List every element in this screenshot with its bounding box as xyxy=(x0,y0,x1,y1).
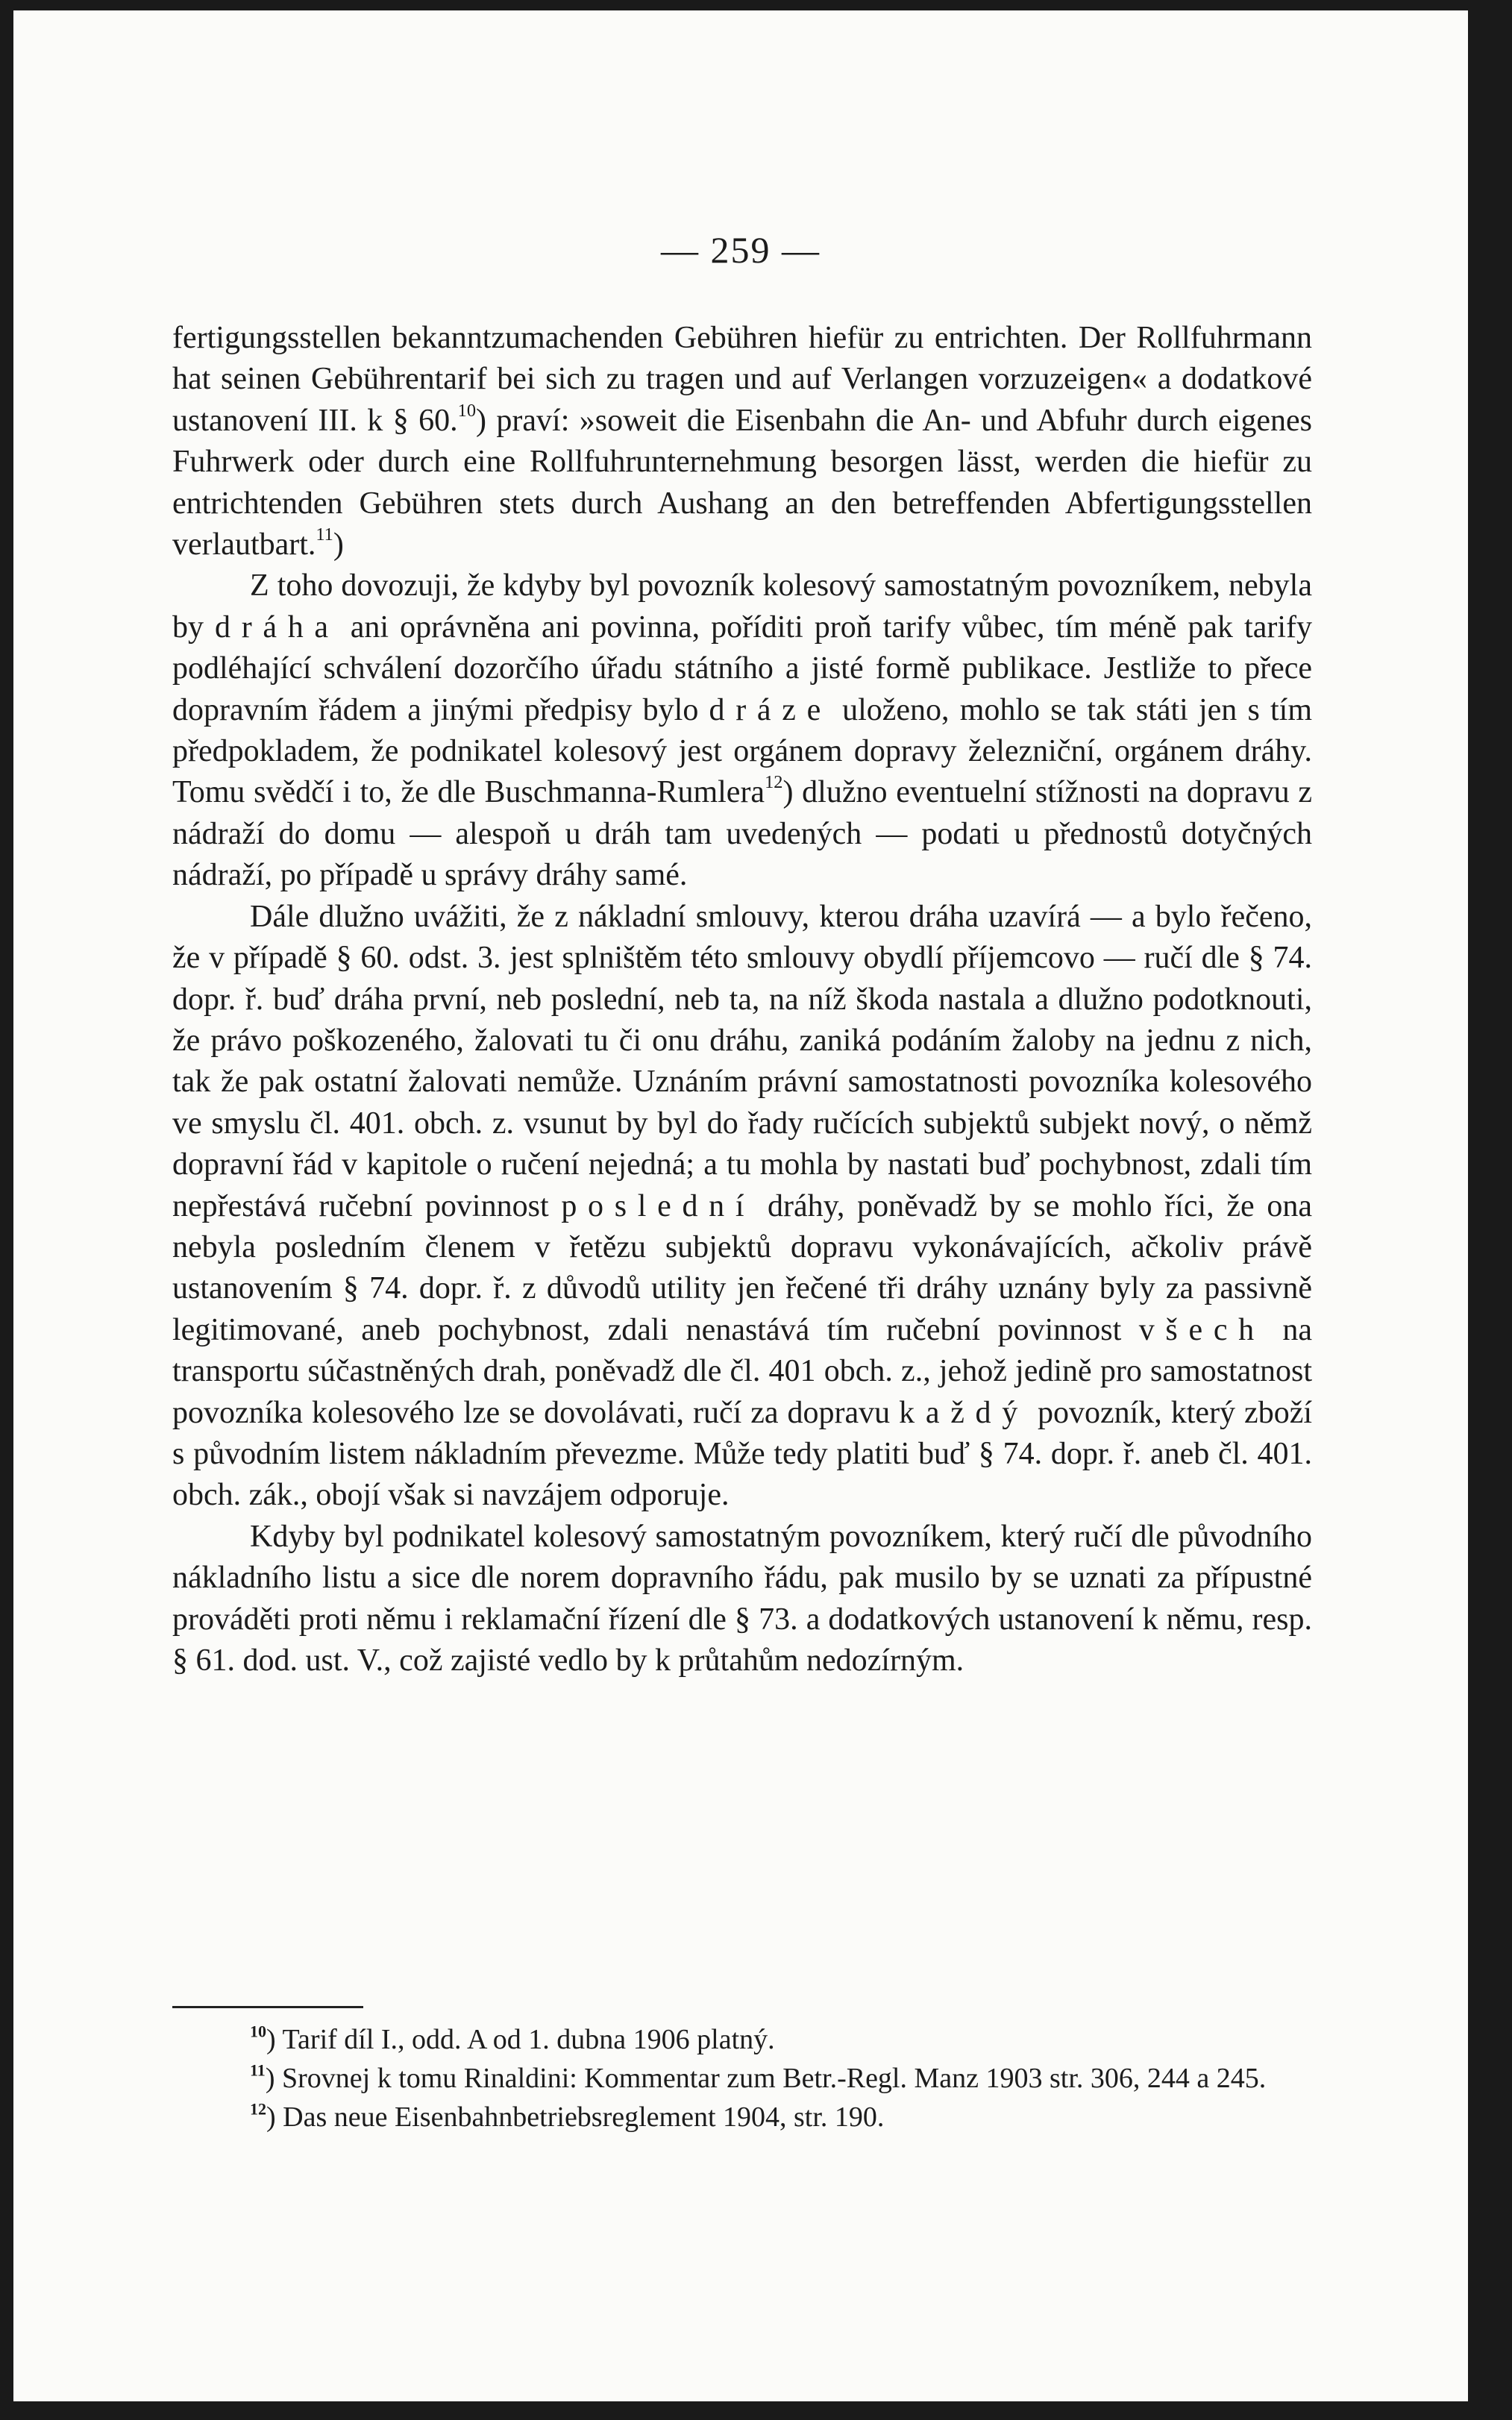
footnote-divider xyxy=(172,2006,363,2008)
emphasis-draze: dráze xyxy=(709,692,832,727)
text-run: Kdyby byl podnikatel kolesový samostatným povozníkem, který ručí dle původního nákladního listu a sice dle norem dopravního řádu, pak musilo by se uznati za přípustné prováděti proti němu i reklamační řízení dle § 73. a dodatkových ustanovení k němu, resp. § 61. dod. ust. V., což zajisté vedlo by k průtahům nedozírným. xyxy=(172,1519,1312,1678)
text-run: ) praví: »soweit die Eisenbahn die An- und Abfuhr durch eigenes Fuhrwerk oder durch eine Rollfuhrunternehmung besorgen lässt, werden die hiefür zu entrichtenden Gebühren stets durch Aushang an den betreffenden Abfertigungsstellen verlautbart. xyxy=(172,403,1312,562)
text-run: ) xyxy=(333,527,344,562)
text-run: uloženo, mohlo se tak státi jen s tím předpokladem, že podnikatel kolesový jest orgánem dopravy železniční, orgánem dráhy. Tomu svědčí i to, že dle Buschmanna-Rumlera xyxy=(172,692,1312,810)
text-run: Z toho dovozuji, že kdyby byl povozník kolesový samostatným povozníkem, nebyla by xyxy=(172,568,1312,645)
text-run: dráhy, poněvadž by se mohlo říci, že ona nebyla posledním členem v řetězu subjektů dopravu vykonávajících, ačkoliv právě ustanovením § 74. dopr. ř. z důvodů utility jen řečené tři dráhy uznány byly za passivně legitimované, aneb pochybnost, zdali nenastává tím ručební povinnost xyxy=(172,1188,1312,1347)
text-run: povozník, který zboží s původním listem nákladním převezme. Může tedy platiti buď § 74. dopr. ř. aneb čl. 401. obch. zák., obojí však si navzájem odporuje. xyxy=(172,1395,1312,1513)
book-page xyxy=(13,10,1468,2401)
emphasis-posledni: poslední xyxy=(561,1188,756,1223)
emphasis-draha: dráha xyxy=(215,609,339,645)
footnote-text: ) Das neue Eisenbahnbetriebsreglement 1904, str. 190. xyxy=(266,2101,885,2133)
footnote-text: ) Tarif díl I., odd. A od 1. dubna 1906 platný. xyxy=(266,2024,775,2055)
footnote-10 xyxy=(172,2020,1312,2059)
text-run: ) dlužno eventuelní stížnosti na dopravu z nádraží do domu — alespoň u dráh tam uvedených — podati u přednostů dotyčných nádraží, po případě u správy dráhy samé. xyxy=(172,775,1312,893)
text-run: na transportu súčastněných drah, poněvadž dle čl. 401 obch. z., jehož jedině pro samostatnost povozníka kolesového lze se dovolávati, ručí za dopravu xyxy=(172,1312,1312,1430)
footnote-text: ) Srovnej k tomu Rinaldini: Kommentar zum Betr.-Regl. Manz 1903 str. 306, 244 a 245. xyxy=(265,2063,1267,2094)
footnote-ref-10: 10 xyxy=(457,400,476,421)
emphasis-kazdy: každý xyxy=(899,1395,1029,1430)
footnote-mark: 12 xyxy=(250,2099,267,2119)
body-text xyxy=(172,318,1312,1681)
footnote-11 xyxy=(172,2059,1312,2098)
text-run: ani oprávněna ani povinna, poříditi proň tarify vůbec, tím méně pak tarify podléhající schválení dozorčího úřadu státního a jisté formě publikace. Jestliže to přece dopravním řádem a jinými předpisy bylo xyxy=(172,609,1313,727)
footnote-ref-11: 11 xyxy=(316,524,333,545)
page-number: — 259 — xyxy=(661,229,821,271)
paragraph-1 xyxy=(172,318,1312,565)
paragraph-2 xyxy=(172,565,1312,896)
footnote-mark: 11 xyxy=(250,2060,266,2080)
footnote-12 xyxy=(172,2098,1312,2137)
emphasis-vsech: všech xyxy=(1138,1312,1265,1347)
footnotes xyxy=(172,2020,1312,2137)
paragraph-4 xyxy=(172,1517,1312,1682)
footnote-ref-12: 12 xyxy=(765,772,783,793)
text-run: Dále dlužno uvážiti, že z nákladní smlouvy, kterou dráha uzavírá — a bylo řečeno, že v případě § 60. odst. 3. jest splništěm této smlouvy obydlí příjemcovo — ručí dle § 74. dopr. ř. buď dráha první, neb poslední, neb ta, na níž škoda nastala a dlužno podotknouti, že právo poškozeného, žalovati tu či onu dráhu, zaniká podáním žaloby na jednu z nich, tak že pak ostatní žalovati nemůže. Uznáním právní samostatnosti povozníka kolesového ve smyslu čl. 401. obch. z. vsunut by byl do řady ručících subjektů subjekt nový, o němž dopravní řád v kapitole o ručení nejedná; a tu mohla by nastati buď pochybnost, zdali tím nepřestává ručební povinnost xyxy=(172,899,1312,1223)
paragraph-3 xyxy=(172,897,1312,1517)
text-run: fertigungsstellen bekanntzumachenden Gebühren hiefür zu entrichten. Der Rollfuhrmann hat seinen Gebührentarif bei sich zu tragen und auf Verlangen vorzuzeigen« a dodatkové ustanovení III. k § 60. xyxy=(172,321,1312,438)
footnote-mark: 10 xyxy=(250,2022,267,2041)
